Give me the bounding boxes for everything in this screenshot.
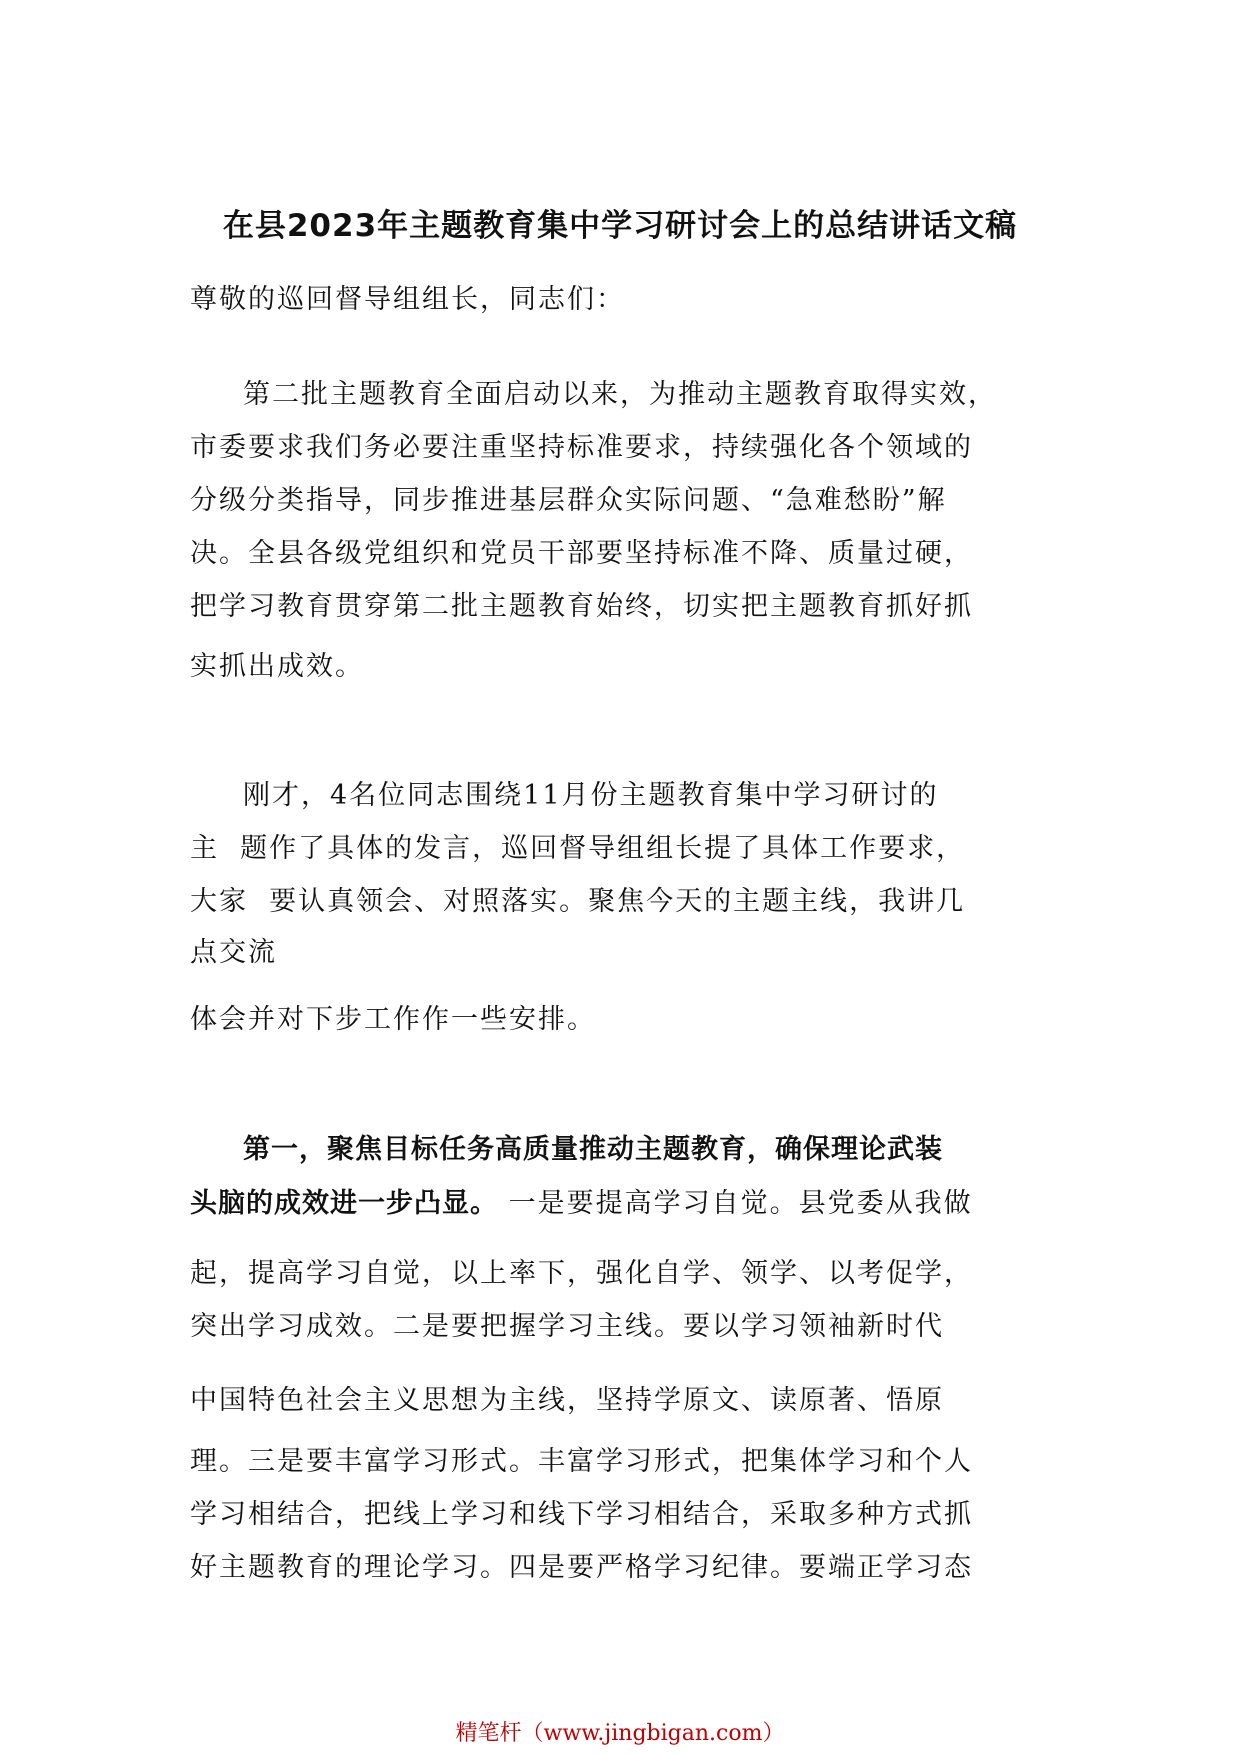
footer-watermark: 精笔杆（www.jingbigan.com） (455, 1721, 785, 1746)
greeting: 尊敬的巡回督导组组长，同志们： (190, 284, 625, 315)
paragraph-3-line: 中国特色社会主义思想为主线，坚持学原文、读原著、悟原 (190, 1385, 944, 1416)
paragraph-3-line: 理。三是要丰富学习形式。丰富学习形式，把集体学习和个人 (190, 1446, 973, 1477)
paragraph-2-line: 刚才，4名位同志围绕11月份主题教育集中学习研讨的 (243, 780, 939, 811)
section-1-heading: 第一，聚焦目标任务高质量推动主题教育，确保理论武装 (243, 1134, 943, 1165)
document-title: 在县2023年主题教育集中学习研讨会上的总结讲话文稿 (222, 208, 1018, 244)
paragraph-3-line: 突出学习成效。二是要把握学习主线。要以学习领袖新时代 (190, 1311, 944, 1342)
paragraph-1-line: 把学习教育贯穿第二批主题教育始终，切实把主题教育抓好抓 (190, 591, 973, 622)
paragraph-3-line: 好主题教育的理论学习。四是要严格学习纪律。要端正学习态 (190, 1552, 973, 1583)
paragraph-3-line (190, 1187, 973, 1221)
section-1-heading-end: 头脑的成效进一步凸显。 (190, 1188, 498, 1219)
paragraph-3-line: 学习相结合，把线上学习和线下学习相结合，采取多种方式抓 (190, 1499, 973, 1530)
paragraph-2-line: 主 题作了具体的发言，巡回督导组组长提了具体工作要求， (190, 833, 966, 864)
paragraph-2-line: 点交流 (190, 937, 277, 968)
paragraph-1-line: 分级分类指导，同步推进基层群众实际问题、“急难愁盼”解 (190, 485, 947, 516)
paragraph-1-line: 市委要求我们务必要注重坚持标准要求，持续强化各个领域的 (190, 432, 973, 463)
paragraph-1-line: 实抓出成效。 (190, 651, 364, 682)
paragraph-2-line: 大家 要认真领会、对照落实。聚焦今天的主题主线，我讲几 (190, 886, 966, 917)
paragraph-1-line: 第二批主题教育全面启动以来，为推动主题教育取得实效， (243, 379, 997, 410)
paragraph-2-line: 体会并对下步工作作一些安排。 (190, 1004, 596, 1035)
paragraph-3-line-rest: 一是要提高学习自觉。县党委从我做 (498, 1188, 973, 1219)
paragraph-3-line: 起，提高学习自觉，以上率下，强化自学、领学、以考促学， (190, 1258, 973, 1289)
paragraph-1-line: 决。全县各级党组织和党员干部要坚持标准不降、质量过硬， (190, 538, 973, 569)
